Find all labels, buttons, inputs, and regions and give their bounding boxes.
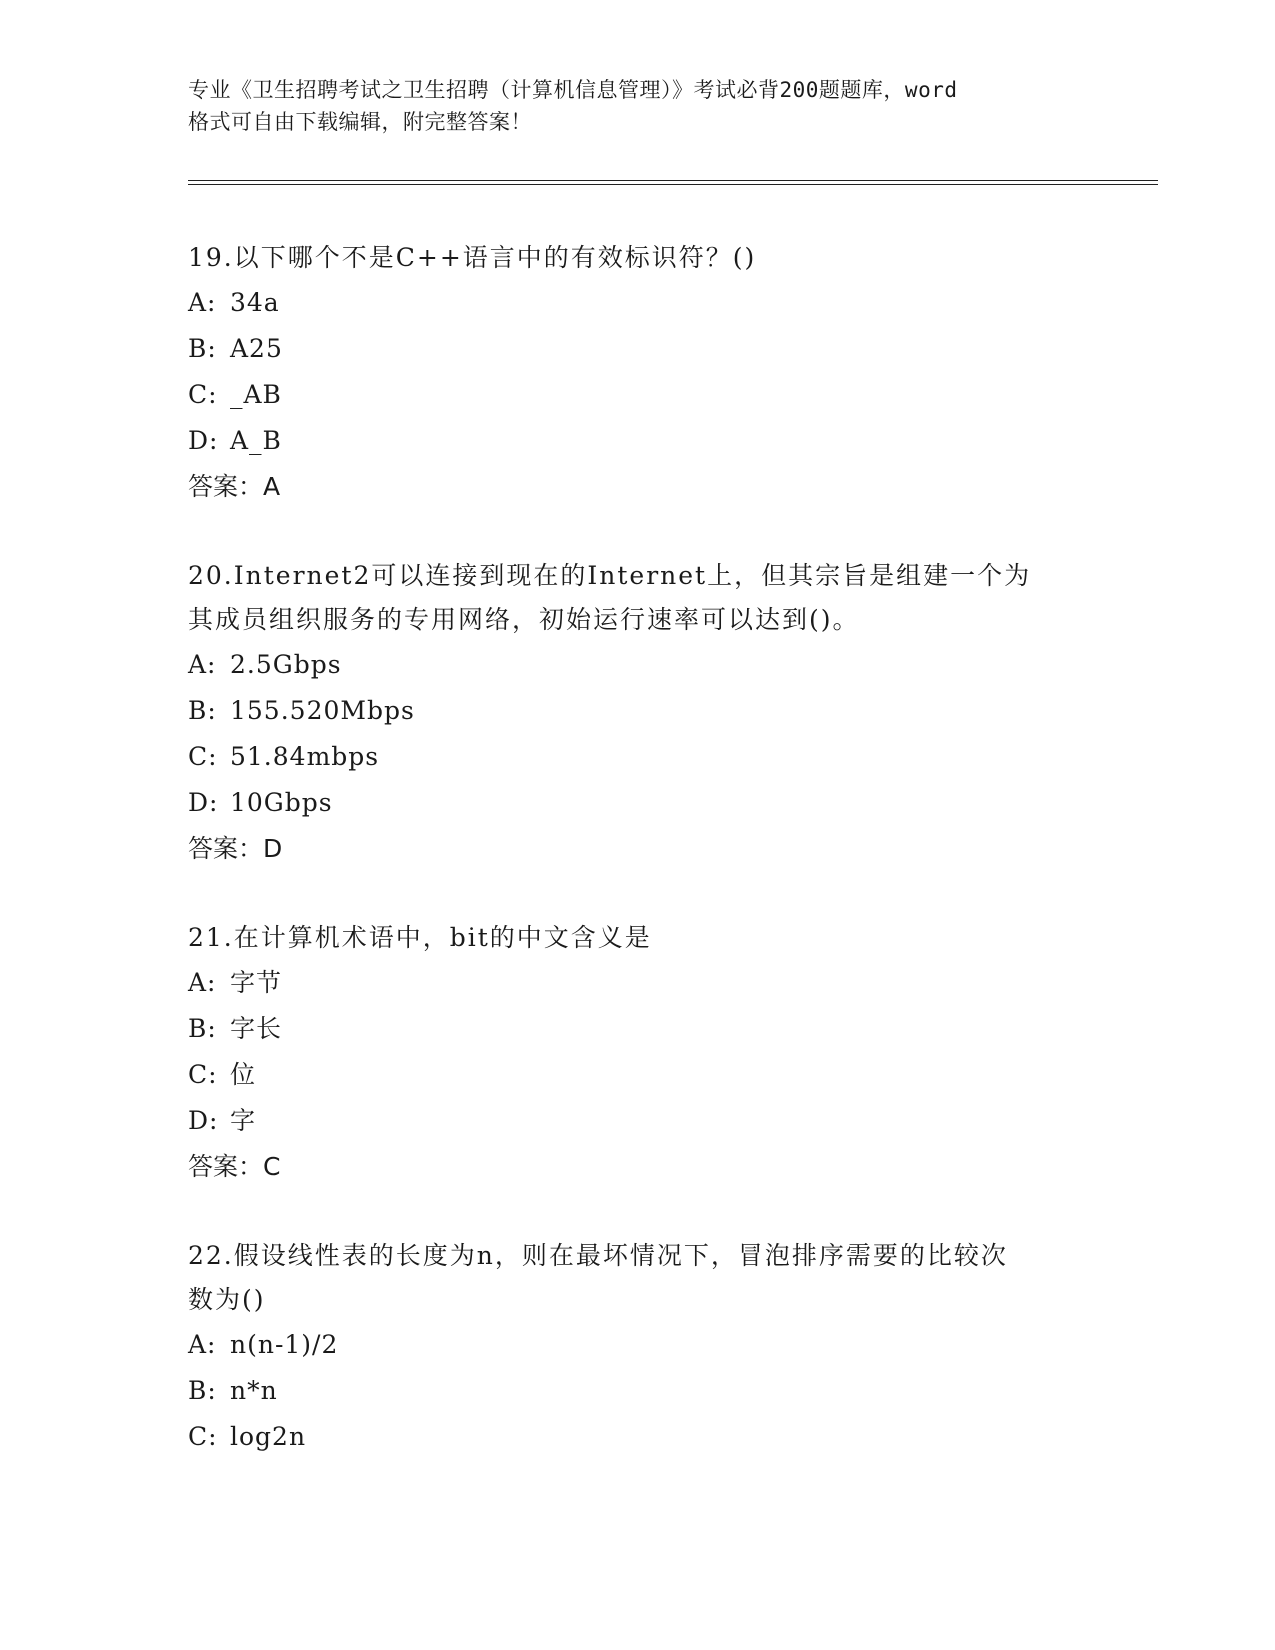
answer-option: [188, 642, 1088, 688]
option-letter: D:: [188, 426, 219, 455]
option-letter: D:: [188, 788, 219, 817]
option-letter: C:: [188, 1422, 218, 1451]
question-stem-line: 22.假设线性表的长度为n，则在最坏情况下，冒泡排序需要的比较次: [188, 1241, 1008, 1270]
answer-option: [188, 280, 1088, 326]
option-letter: A:: [188, 968, 217, 997]
header-double-rule: [188, 180, 1158, 185]
option-letter: B:: [188, 696, 217, 725]
answer-option: [188, 1006, 1088, 1052]
answer-option: [188, 1414, 1088, 1460]
question-block: [188, 1234, 1088, 1460]
option-letter: C:: [188, 742, 218, 771]
question-block: [188, 554, 1088, 872]
header-line-1: 专业《卫生招聘考试之卫生招聘（计算机信息管理）》考试必背200题题库，word: [188, 78, 958, 102]
answer-key: 答案：D: [188, 834, 283, 863]
option-text: 34a: [230, 288, 280, 317]
question-list: [188, 236, 1088, 1504]
answer-option: [188, 1368, 1088, 1414]
answer-option: [188, 688, 1088, 734]
option-text: 10Gbps: [230, 788, 333, 817]
answer-option: [188, 326, 1088, 372]
answer-option: [188, 1322, 1088, 1368]
option-text: n*n: [230, 1376, 278, 1405]
option-text: 字: [230, 1106, 257, 1135]
option-letter: A:: [188, 650, 217, 679]
answer-option: [188, 372, 1088, 418]
question-stem-line: 19.以下哪个不是C++语言中的有效标识符？(): [188, 243, 757, 272]
question-stem-line: 20.Internet2可以连接到现在的Internet上，但其宗旨是组建一个为: [188, 561, 1032, 590]
option-text: 字节: [230, 968, 283, 997]
header-line-2: 格式可自由下载编辑，附完整答案！: [188, 110, 532, 134]
option-text: log2n: [230, 1422, 307, 1451]
option-text: A_B: [230, 426, 282, 455]
option-letter: A:: [188, 288, 217, 317]
option-text: 2.5Gbps: [230, 650, 342, 679]
option-text: 位: [230, 1060, 257, 1089]
question-block: [188, 916, 1088, 1190]
option-text: 51.84mbps: [230, 742, 380, 771]
answer-option: [188, 1052, 1088, 1098]
option-text: _AB: [230, 380, 282, 409]
answer-key: 答案：A: [188, 472, 281, 501]
option-letter: C:: [188, 380, 218, 409]
option-letter: C:: [188, 1060, 218, 1089]
answer-option: [188, 1098, 1088, 1144]
option-text: A25: [230, 334, 283, 363]
answer-key: 答案：C: [188, 1152, 281, 1181]
option-letter: A:: [188, 1330, 217, 1359]
option-letter: B:: [188, 1376, 217, 1405]
option-text: n(n-1)/2: [230, 1330, 339, 1359]
option-text: 字长: [230, 1014, 283, 1043]
question-stem-line: 数为(): [188, 1285, 266, 1314]
option-letter: D:: [188, 1106, 219, 1135]
option-letter: B:: [188, 1014, 217, 1043]
answer-option: [188, 734, 1088, 780]
option-letter: B:: [188, 334, 217, 363]
question-block: [188, 236, 1088, 510]
answer-option: [188, 960, 1088, 1006]
question-stem-line: 21.在计算机术语中，bit的中文含义是: [188, 923, 652, 952]
question-stem-line: 其成员组织服务的专用网络，初始运行速率可以达到()。: [188, 605, 860, 634]
document-header: [188, 74, 1108, 138]
answer-option: [188, 780, 1088, 826]
option-text: 155.520Mbps: [230, 696, 415, 725]
answer-option: [188, 418, 1088, 464]
